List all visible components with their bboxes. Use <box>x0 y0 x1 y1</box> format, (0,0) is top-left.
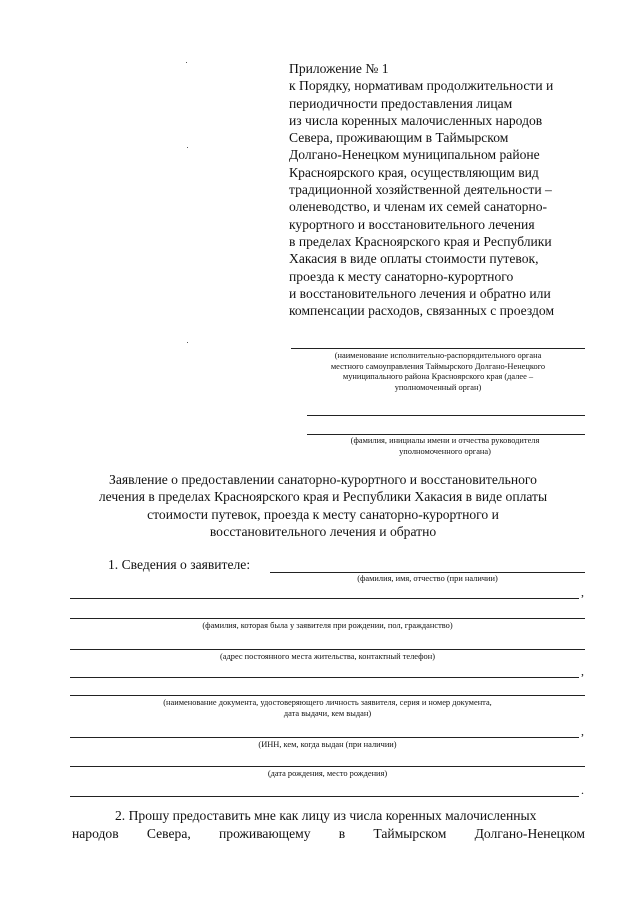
comma: , <box>581 724 584 738</box>
identity-document-field[interactable] <box>70 695 585 696</box>
birth-surname-caption: (фамилия, которая была у заявителя при рождении, пол, гражданство) <box>202 621 453 630</box>
head-name-caption: (фамилия, инициалы имени и отчества руководителя уполномоченного органа) <box>350 436 540 456</box>
scan-speck <box>187 147 188 148</box>
head-name-field-line-2[interactable] <box>307 434 585 435</box>
appendix-line: Приложение № 1 <box>289 61 389 76</box>
application-title: Заявление о предоставлении санаторно-курортного и восстановительного лечения в пределах Красноярского края и Республики Хакасия в виде оплаты стоимости путевок, проезда к месту санаторно-курортного и восстановительного лечения и обратно <box>98 472 548 540</box>
birth-info-field[interactable] <box>70 766 585 767</box>
birth-surname-field[interactable] <box>70 618 585 619</box>
comma: , <box>581 585 584 599</box>
section-1-label: 1. Сведения о заявителе: <box>108 557 251 572</box>
applicant-fio-caption: (фамилия, имя, отчество (при наличии) <box>357 574 498 583</box>
recipient-organ-field[interactable] <box>291 348 585 349</box>
inn-field[interactable] <box>70 737 579 738</box>
appendix-line: Хакасия в виде оплаты стоимости путевок, <box>289 251 539 267</box>
appendix-line: и восстановительного лечения и обратно или <box>289 285 551 301</box>
inn-caption: (ИНН, кем, когда выдан (при наличии) <box>258 740 397 749</box>
scan-speck <box>186 62 187 63</box>
section-2-paragraph <box>72 807 585 843</box>
appendix-line: традиционной хозяйственной деятельности – <box>289 182 552 198</box>
appendix-line: к Порядку, нормативам продолжительности и <box>289 78 554 94</box>
appendix-line: Долгано-Ненецком муниципальном районе <box>289 147 540 163</box>
scan-speck <box>187 342 188 343</box>
appendix-line: курортного и восстановительного лечения <box>289 216 535 232</box>
address-field-continued[interactable] <box>70 677 579 678</box>
appendix-line: Красноярского края, осуществляющим вид <box>289 164 539 180</box>
head-name-field-line-1[interactable] <box>307 415 585 416</box>
period: . <box>581 783 584 797</box>
birth-info-caption: (дата рождения, место рождения) <box>267 769 388 778</box>
address-field[interactable] <box>70 649 585 650</box>
section-2-line-1: 2. Прошу предоставить мне как лицу из числа коренных малочисленных <box>115 808 537 823</box>
applicant-fio-field[interactable] <box>270 572 585 573</box>
birth-info-field-continued[interactable] <box>70 796 579 797</box>
appendix-line: периодичности предоставления лицам <box>289 95 513 111</box>
identity-document-caption: (наименование документа, удостоверяющего личность заявителя, серия и номер документа, дата выдачи, кем выдан) <box>163 698 492 718</box>
appendix-line: в пределах Красноярского края и Республики <box>289 233 552 249</box>
appendix-line: оленеводство, и членам их семей санаторно- <box>289 199 548 215</box>
recipient-organ-caption: (наименование исполнительно-распорядительного органа местного самоуправления Таймырского Долгано-Ненецкого муниципального района Красноярского края (далее – уполномоченный орган) <box>330 351 546 392</box>
appendix-header <box>289 60 589 319</box>
comma: , <box>581 664 584 678</box>
appendix-line: Севера, проживающим в Таймырском <box>289 130 509 146</box>
appendix-line: проезда к месту санаторно-курортного <box>289 268 514 284</box>
address-caption: (адрес постоянного места жительства, контактный телефон) <box>219 652 436 661</box>
appendix-line: из числа коренных малочисленных народов <box>289 112 543 128</box>
section-2-line-2: народов Севера, проживающему в Таймырском Долгано-Ненецком <box>72 826 585 841</box>
applicant-fio-field-continued[interactable] <box>70 598 579 599</box>
appendix-line: компенсации расходов, связанных с проездом <box>289 303 555 319</box>
